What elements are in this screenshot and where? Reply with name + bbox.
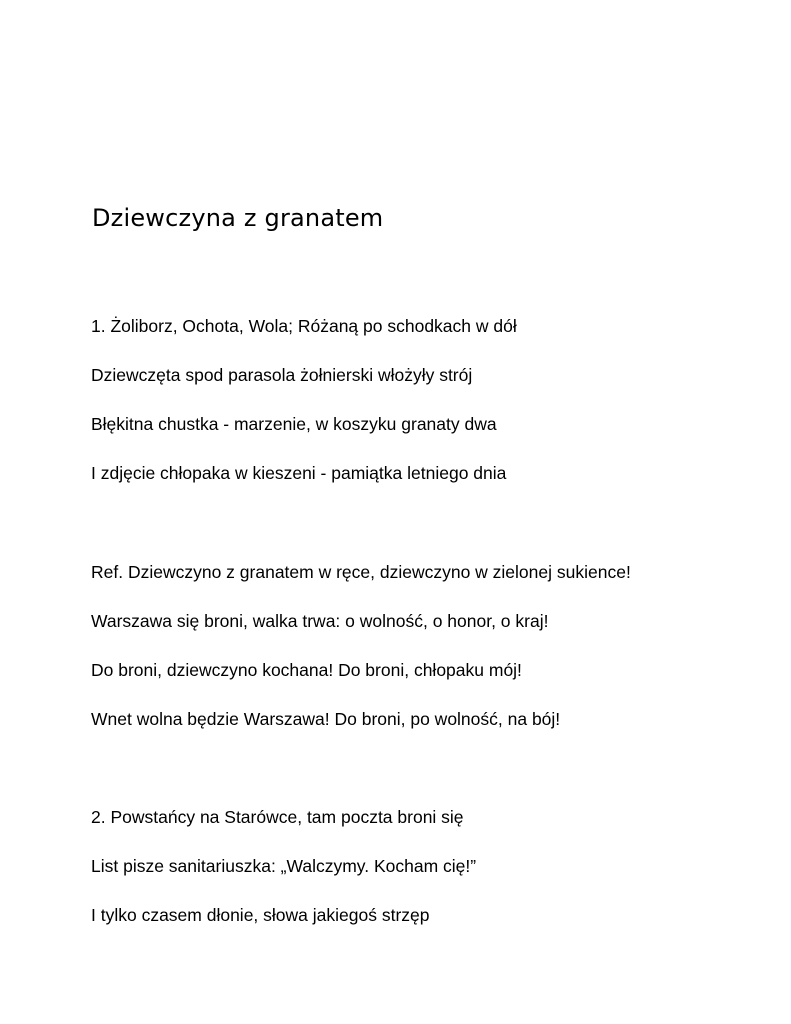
verse-line: List pisze sanitariuszka: „Walczymy. Kocham cię!” xyxy=(91,856,477,876)
verse-line: Dziewczęta spod parasola żołnierski włożyły strój xyxy=(91,365,473,385)
verse-line: Ref. Dziewczyno z granatem w ręce, dziewczyno w zielonej sukience! xyxy=(91,562,631,582)
verse-line: I tylko czasem dłonie, słowa jakiegoś strzęp xyxy=(91,905,430,925)
verse-line: Warszawa się broni, walka trwa: o wolność, o honor, o kraj! xyxy=(91,611,549,631)
verse-line: I zdjęcie chłopaka w kieszeni - pamiątka letniego dnia xyxy=(91,463,507,483)
verse-line: 1. Żoliborz, Ochota, Wola; Różaną po schodkach w dół xyxy=(91,316,517,336)
verse-line: Błękitna chustka - marzenie, w koszyku granaty dwa xyxy=(91,414,497,434)
verse-line: Wnet wolna będzie Warszawa! Do broni, po wolność, na bój! xyxy=(91,709,561,729)
verse-line: Do broni, dziewczyno kochana! Do broni, chłopaku mój! xyxy=(91,660,522,680)
verse-line: 2. Powstańcy na Starówce, tam poczta broni się xyxy=(91,807,464,827)
document-title: Dziewczyna z granatem xyxy=(92,204,384,232)
